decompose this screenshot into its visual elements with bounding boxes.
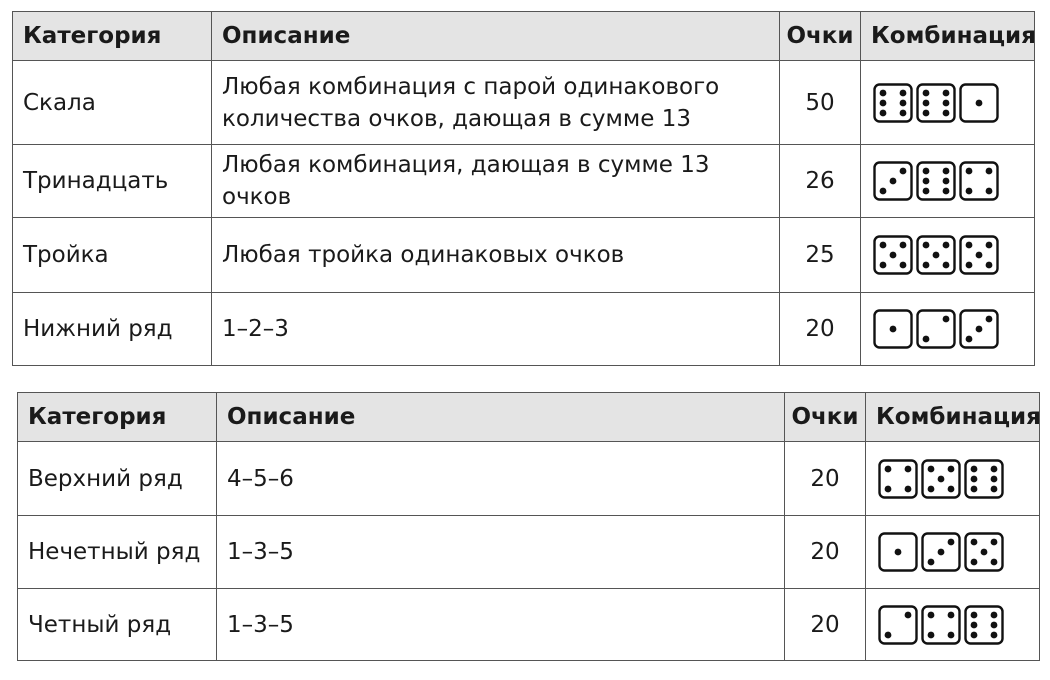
die-pip: [966, 262, 973, 269]
die-pip: [880, 89, 887, 96]
table-row: [13, 61, 1035, 145]
die-pip: [928, 631, 935, 638]
die-pip: [991, 621, 998, 628]
description-cell: 4–5–6: [217, 442, 785, 516]
description-cell: 1–2–3: [212, 293, 780, 366]
header-row: [18, 393, 1040, 442]
table-row: [13, 145, 1035, 218]
die-pip: [976, 99, 983, 106]
die-pip: [976, 326, 983, 333]
category-cell: Четный ряд: [18, 589, 217, 661]
dice-combination: [861, 61, 1035, 145]
die-pip: [923, 109, 930, 116]
dice-combination: [861, 293, 1035, 366]
die-pip: [948, 485, 955, 492]
die-six-icon: [873, 83, 913, 123]
die-face: [880, 606, 917, 643]
die-six-icon: [916, 161, 956, 201]
description-cell: 1–3–5: [217, 516, 785, 589]
die-pip: [991, 465, 998, 472]
table-row: [13, 218, 1035, 293]
die-face: [961, 163, 998, 200]
header-description: Описание: [217, 393, 785, 442]
die-pip: [890, 178, 897, 185]
die-pip: [971, 485, 978, 492]
table-row: [18, 589, 1040, 661]
die-pip: [948, 539, 955, 546]
die-pip: [923, 188, 930, 195]
die-three-icon: [959, 309, 999, 349]
die-pip: [923, 99, 930, 106]
die-pip: [923, 168, 930, 175]
die-pip: [976, 252, 983, 259]
header-combination: Комбинация: [866, 393, 1040, 442]
die-pip: [880, 99, 887, 106]
die-pip: [895, 549, 902, 556]
die-pip: [923, 242, 930, 249]
category-cell: Верхний ряд: [18, 442, 217, 516]
description-cell: 1–3–5: [217, 589, 785, 661]
die-pip: [971, 611, 978, 618]
category-cell: Скала: [13, 61, 212, 145]
die-pip: [880, 262, 887, 269]
die-pip: [880, 188, 887, 195]
die-pip: [900, 99, 907, 106]
table-row: [18, 442, 1040, 516]
scoring-table-1: [12, 11, 1035, 366]
die-pip: [890, 252, 897, 259]
category-cell: Нечетный ряд: [18, 516, 217, 589]
die-pip: [943, 188, 950, 195]
dice-combination: [861, 218, 1035, 293]
die-five-icon: [959, 235, 999, 275]
die-pip: [991, 611, 998, 618]
points-cell: 26: [780, 145, 861, 218]
die-four-icon: [878, 459, 918, 499]
die-pip: [966, 188, 973, 195]
die-pip: [948, 465, 955, 472]
die-one-icon: [878, 532, 918, 572]
die-pip: [991, 485, 998, 492]
table-row: [13, 293, 1035, 366]
die-three-icon: [921, 532, 961, 572]
die-pip: [880, 109, 887, 116]
die-pip: [971, 559, 978, 566]
die-pip: [905, 611, 912, 618]
points-cell: 20: [780, 293, 861, 366]
die-pip: [966, 336, 973, 343]
die-pip: [991, 559, 998, 566]
die-face: [923, 606, 960, 643]
die-pip: [943, 109, 950, 116]
die-pip: [900, 168, 907, 175]
die-face: [918, 311, 955, 348]
category-cell: Нижний ряд: [13, 293, 212, 366]
points-cell: 20: [785, 589, 866, 661]
header-row: [13, 12, 1035, 61]
die-pip: [900, 242, 907, 249]
dice-combination: [866, 589, 1040, 661]
description-cell: Любая комбинация, дающая в сумме 13 очков: [212, 145, 780, 218]
die-pip: [943, 99, 950, 106]
die-pip: [905, 485, 912, 492]
die-pip: [971, 621, 978, 628]
die-pip: [966, 168, 973, 175]
die-pip: [971, 631, 978, 638]
die-pip: [943, 242, 950, 249]
header-category: Категория: [18, 393, 217, 442]
scoring-table-2: [17, 392, 1040, 661]
die-face: [880, 460, 917, 497]
die-five-icon: [873, 235, 913, 275]
die-pip: [900, 109, 907, 116]
die-pip: [991, 539, 998, 546]
die-pip: [986, 262, 993, 269]
dice-combination: [866, 442, 1040, 516]
die-pip: [923, 178, 930, 185]
die-pip: [885, 485, 892, 492]
die-pip: [928, 465, 935, 472]
die-one-icon: [959, 83, 999, 123]
table-row: [18, 516, 1040, 589]
dice-combination: [866, 516, 1040, 589]
die-pip: [943, 178, 950, 185]
die-four-icon: [959, 161, 999, 201]
die-one-icon: [873, 309, 913, 349]
die-pip: [986, 168, 993, 175]
die-pip: [880, 242, 887, 249]
die-three-icon: [873, 161, 913, 201]
die-pip: [933, 252, 940, 259]
die-six-icon: [916, 83, 956, 123]
die-pip: [986, 316, 993, 323]
die-pip: [923, 262, 930, 269]
points-cell: 20: [785, 442, 866, 516]
die-five-icon: [916, 235, 956, 275]
die-pip: [890, 326, 897, 333]
header-description: Описание: [212, 12, 780, 61]
die-pip: [928, 559, 935, 566]
die-five-icon: [964, 532, 1004, 572]
die-pip: [923, 89, 930, 96]
category-cell: Тринадцать: [13, 145, 212, 218]
die-pip: [943, 262, 950, 269]
die-two-icon: [878, 605, 918, 645]
die-five-icon: [921, 459, 961, 499]
points-cell: 50: [780, 61, 861, 145]
description-cell: Любая комбинация с парой одинакового количества очков, дающая в сумме 13: [212, 61, 780, 145]
die-pip: [943, 89, 950, 96]
die-six-icon: [964, 459, 1004, 499]
die-pip: [923, 336, 930, 343]
die-pip: [900, 89, 907, 96]
die-pip: [991, 475, 998, 482]
die-four-icon: [921, 605, 961, 645]
points-cell: 25: [780, 218, 861, 293]
die-pip: [986, 242, 993, 249]
die-pip: [928, 611, 935, 618]
die-pip: [971, 465, 978, 472]
die-pip: [943, 316, 950, 323]
die-pip: [966, 242, 973, 249]
die-pip: [938, 475, 945, 482]
die-pip: [981, 549, 988, 556]
header-points: Очки: [785, 393, 866, 442]
die-pip: [943, 168, 950, 175]
die-pip: [885, 465, 892, 472]
die-pip: [971, 475, 978, 482]
header-category: Категория: [13, 12, 212, 61]
die-pip: [905, 465, 912, 472]
points-cell: 20: [785, 516, 866, 589]
die-pip: [991, 631, 998, 638]
die-pip: [900, 262, 907, 269]
die-six-icon: [964, 605, 1004, 645]
header-combination: Комбинация: [861, 12, 1035, 61]
category-cell: Тройка: [13, 218, 212, 293]
dice-combination: [861, 145, 1035, 218]
die-pip: [948, 631, 955, 638]
description-cell: Любая тройка одинаковых очков: [212, 218, 780, 293]
die-two-icon: [916, 309, 956, 349]
die-pip: [986, 188, 993, 195]
die-pip: [938, 549, 945, 556]
die-pip: [885, 631, 892, 638]
die-pip: [948, 611, 955, 618]
die-pip: [928, 485, 935, 492]
header-points: Очки: [780, 12, 861, 61]
die-pip: [971, 539, 978, 546]
